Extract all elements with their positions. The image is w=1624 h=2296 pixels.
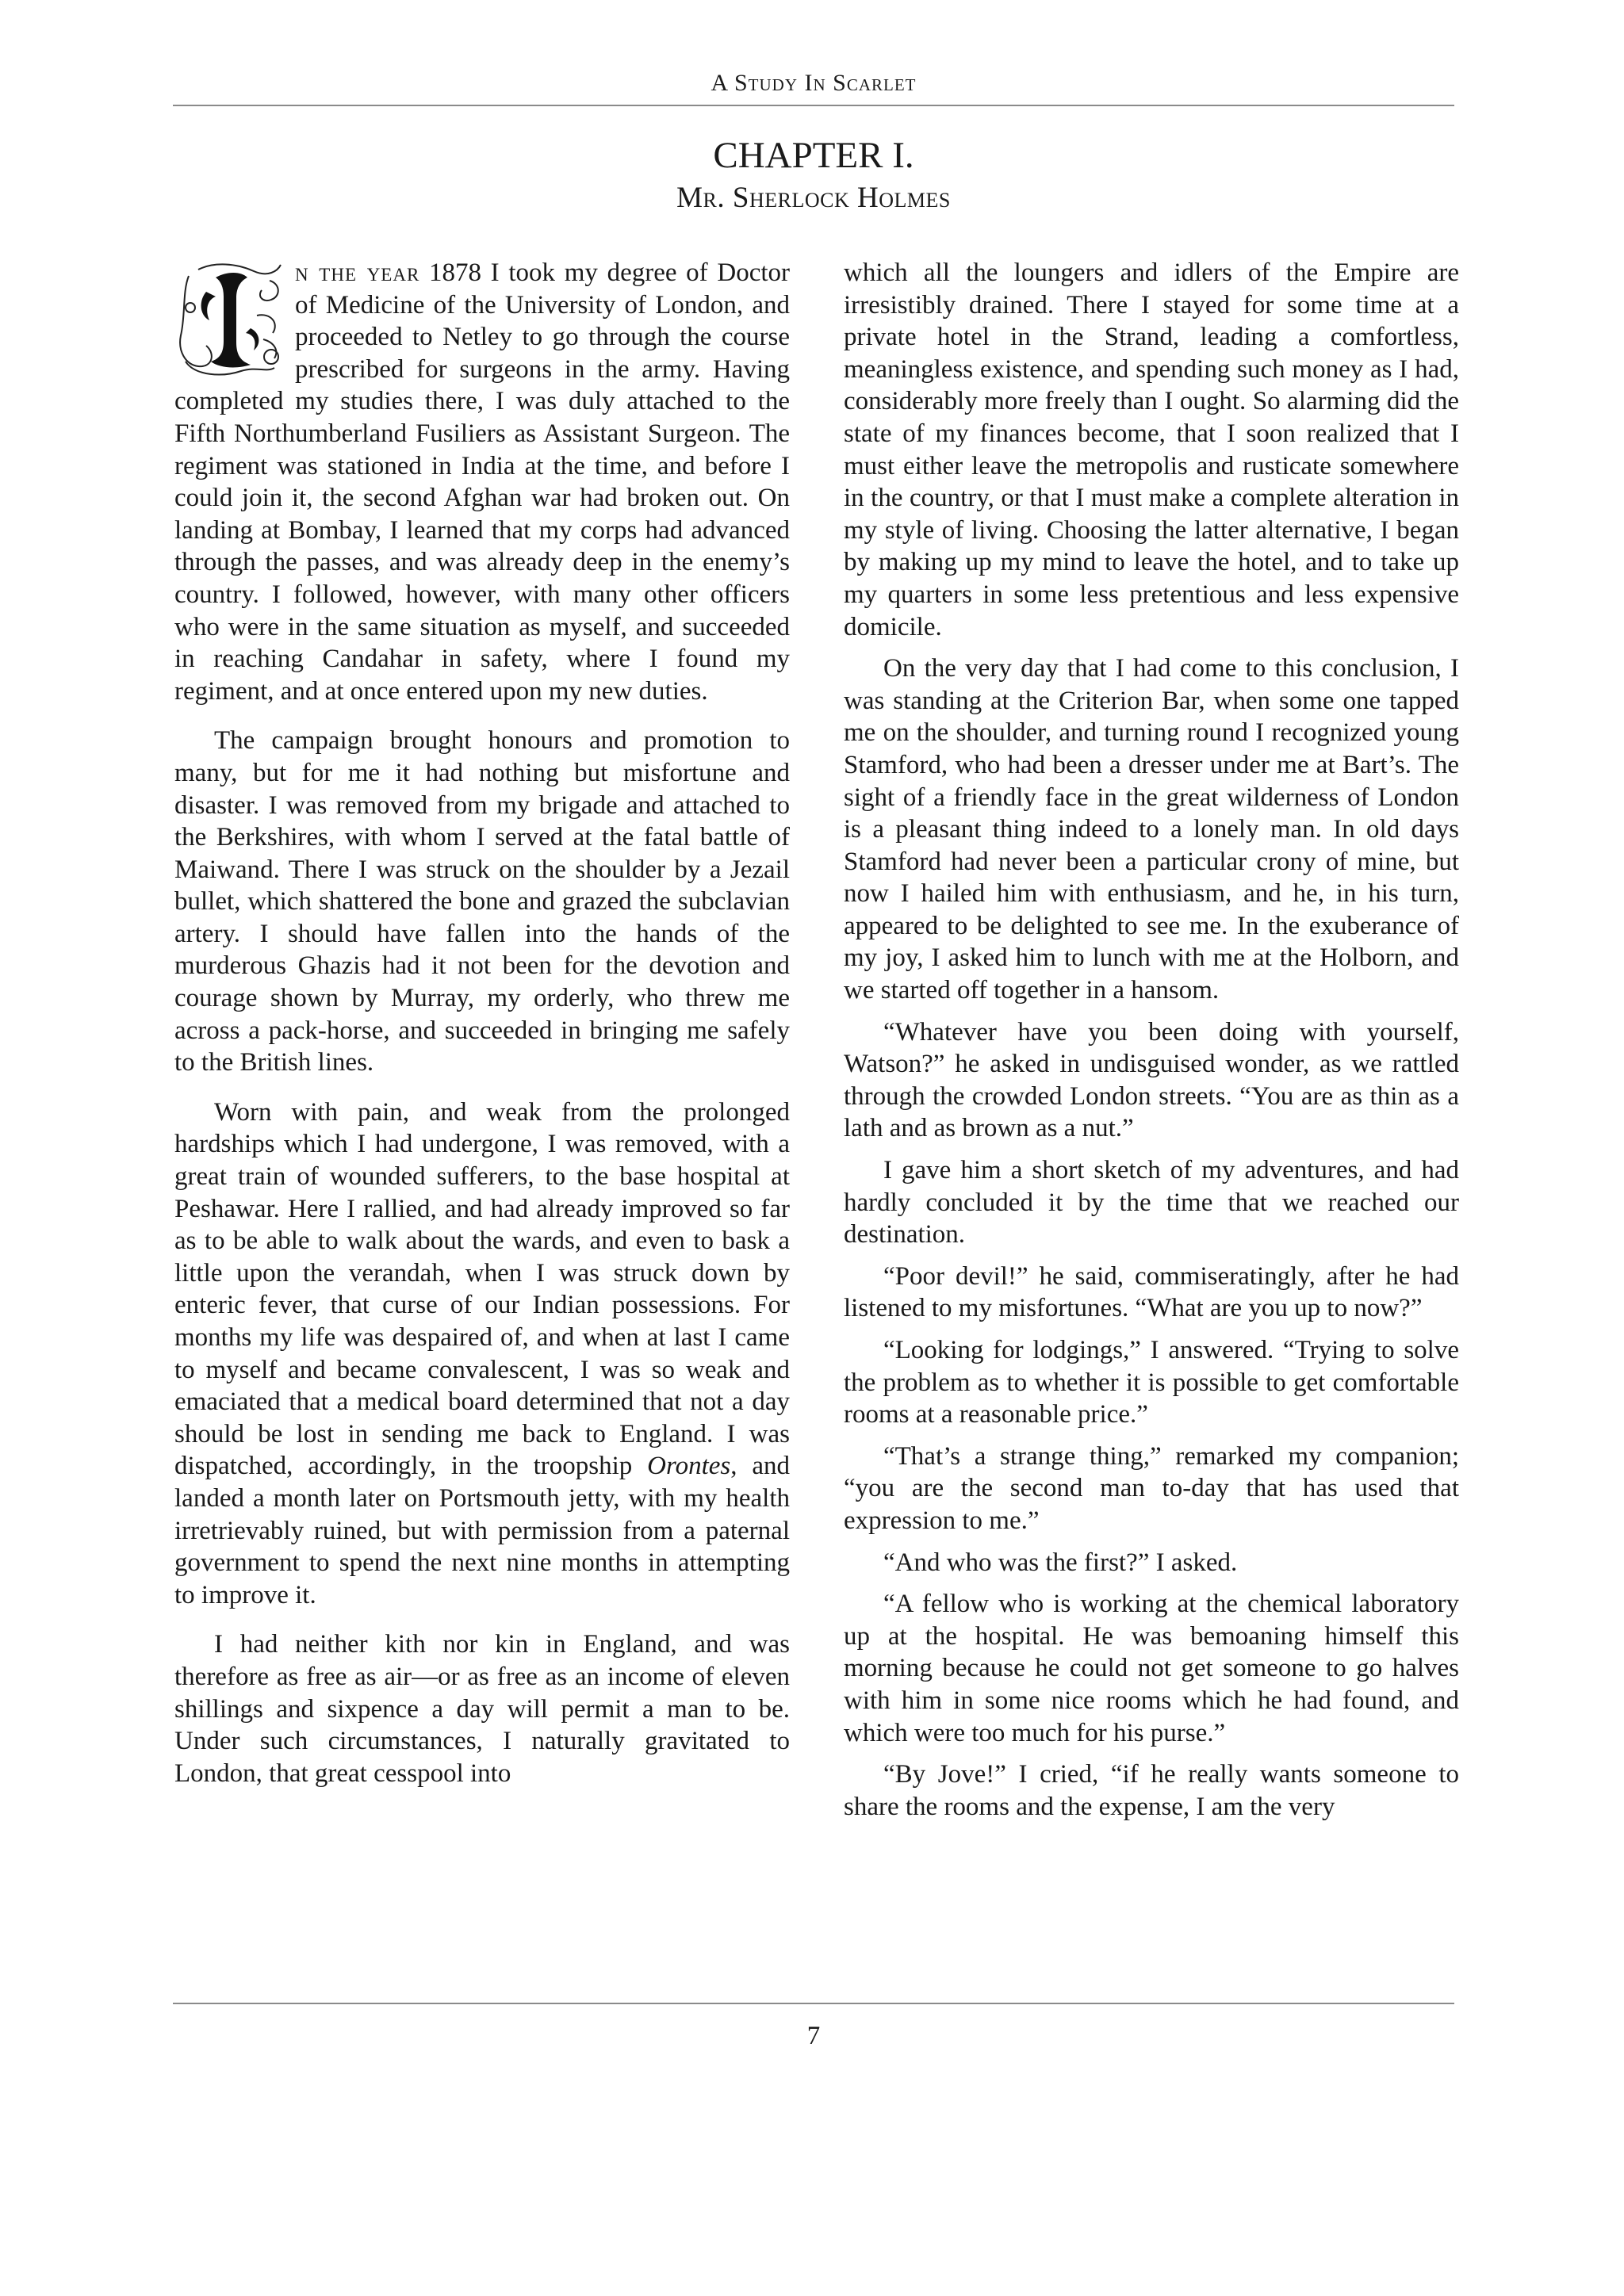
paragraph: “Looking for lodgings,” I answered. “Trying to solve the problem as to whether it is possible to get comfortable rooms at a reasonable price.” (844, 1336, 1459, 1429)
footer-rule (173, 2003, 1454, 2004)
ornate-dropcap-i-icon (174, 260, 285, 379)
paragraph: On the very day that I had come to this conclusion, I was standing at the Criterion Bar, when some one tapped me on the shoulder, and turning round I recognized young Stamford, who had been a dresser under me at Bart’s. The sight of a friendly face in the great wilderness of London is a pleasant thing indeed to a lonely man. In old days Stamford had never been a particular crony of mine, but now I hailed him with enthusiasm, and he, in his turn, appeared to be delighted to see me. In the exuberance of my joy, I asked him to lunch with me at the Holborn, and we started off together in a hansom. (844, 654, 1459, 1005)
paragraph: “Poor devil!” he said, commiseratingly, after he had listened to my misfortunes. “What are you up to now?” (844, 1261, 1459, 1323)
right-column (844, 257, 1459, 1823)
paragraph (174, 257, 790, 707)
paragraph: “By Jove!” I cried, “if he really wants someone to share the rooms and the expense, I am the very (844, 1760, 1459, 1821)
paragraph: “And who was the first?” I asked. (883, 1548, 1238, 1577)
paragraph: I gave him a short sketch of my adventures, and had hardly concluded it by the time that we reached our destination. (844, 1156, 1459, 1249)
paragraph (174, 1096, 790, 1612)
paragraph-text: 1878 I took my degree of Doctor of Medicine of the University of London, and proceeded to Netley to go through the course prescribed for surgeons in the army. Having completed my studies there, I was duly attached to the Fifth Northumberland Fusiliers as Assistant Surgeon. The regiment was stationed in India at the time, and before I could join it, the second Afghan war had broken out. On landing at Bombay, I learned that my corps had advanced through the passes, and was already deep in the enemy’s country. I followed, however, with many other officers who were in the same situation as myself, and succeeded in reaching Candahar in safety, where I found my regiment, and at once entered upon my new duties. (174, 258, 790, 706)
chapter-subtitle: Mr. Sherlock Holmes (676, 182, 951, 214)
running-head: A Study In Scarlet (710, 70, 917, 96)
page-number: 7 (806, 2022, 821, 2050)
paragraph-text: , and landed a month later on Portsmouth jetty, with my health irretrievably ruined, but with permission from a paternal government to spend the next nine months in attempting to improve it. (174, 1452, 790, 1609)
paragraph: “That’s a strange thing,” remarked my companion; “you are the second man to-day that has used that expression to me.” (844, 1441, 1459, 1535)
chapter-title: CHAPTER I. (713, 135, 914, 176)
left-column (174, 257, 790, 1789)
header-rule (173, 105, 1454, 106)
paragraph: “A fellow who is working at the chemical laboratory up at the hospital. He was bemoaning himself this morning because he could not get someone to go halves with him in some nice rooms which he had found, and which were too much for his purse.” (844, 1590, 1459, 1747)
paragraph: which all the loungers and idlers of the Empire are irresistibly drained. There I stayed for some time at a private hotel in the Strand, leading a comfortless, meaningless existence, and spending such money as I had, considerably more freely than I ought. So alarming did the state of my finances become, that I soon realized that I must either leave the metropolis and rusticate somewhere in the country, or that I must make a complete alteration in my style of living. Choosing the latter alternative, I began by making up my mind to leave the hotel, and to take up my quarters in some less pretentious and less expensive domicile. (844, 258, 1459, 641)
paragraph-text: Worn with pain, and weak from the prolonged hardships which I had undergone, I was removed, with a great train of wounded sufferers, to the base hospital at Peshawar. Here I rallied, and had already improved so far as to be able to walk about the wards, and even to bask a little upon the verandah, when I was struck down by enteric fever, that curse of our Indian possessions. For months my life was despaired of, and when at last I came to myself and became convalescent, I was so weak and emaciated that a medical board determined that not a day should be lost in sending me back to England. I was dispatched, accordingly, in the troopship (174, 1097, 790, 1481)
paragraph: I had neither kith nor kin in England, and was therefore as free as air—or as free as an income of eleven shillings and sixpence a day will permit a man to be. Under such circumstances, I naturally gravitated to London, that great cesspool into (174, 1630, 790, 1788)
paragraph: “Whatever have you been doing with yourself, Watson?” he asked in undisguised wonder, as we rattled through the crowded London streets. “You are as thin as a lath and as brown as a nut.” (844, 1017, 1459, 1143)
paragraph: The campaign brought honours and promotion to many, but for me it had nothing but misfortune and disaster. I was removed from my brigade and attached to the Berkshires, with whom I served at the fatal battle of Maiwand. There I was struck on the shoulder by a Jezail bullet, which shattered the bone and grazed the subclavian artery. I should have fallen into the hands of the murderous Ghazis had it not been for the devotion and courage shown by Murray, my orderly, who threw me across a pack-horse, and succeeded in bringing me safely to the British lines. (174, 726, 790, 1077)
lead-in-smallcaps: n the year (295, 258, 420, 287)
ship-name: Orontes (647, 1452, 731, 1481)
